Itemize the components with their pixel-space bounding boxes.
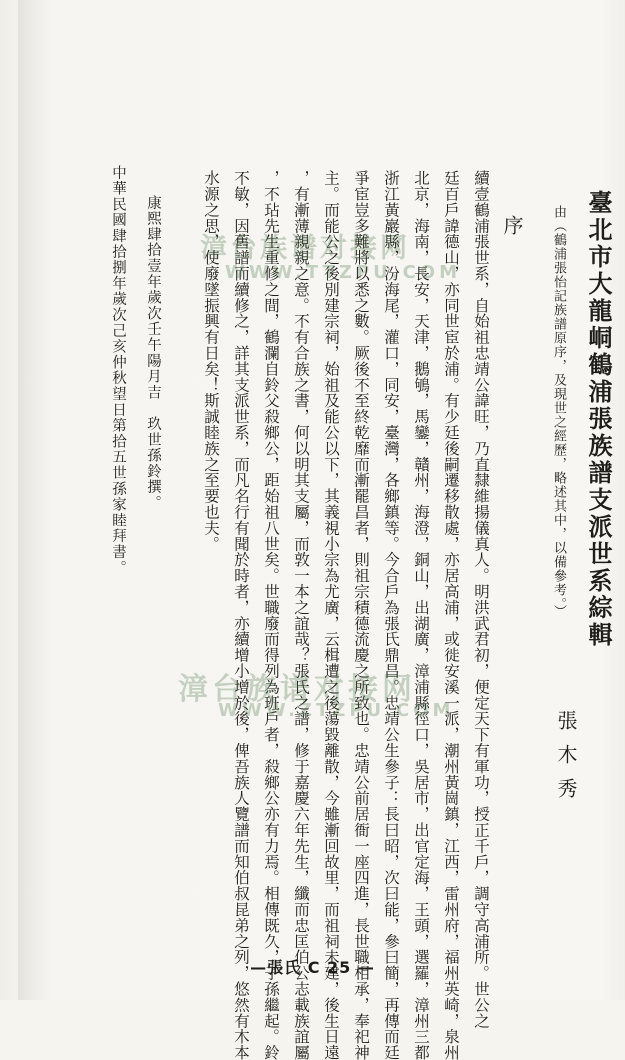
body-column-10: 水源之思，使廢墜振興有日矣！斯誠睦族之至要也夫。: [202, 170, 220, 552]
document-title: 臺北市大龍峒鶴浦張族譜支派世系綜輯: [584, 190, 613, 649]
body-column-5: 爭宦豈多難將以悉之數。厥後不至終乾靡而漸罷昌者，則祖宗積德流慶之所致也。忠靖公前居衙一座四進，長世職相承，奉祀神: [352, 170, 370, 1060]
body-column-2: 廷百戶諱德山，亦同世宦於浦。有少廷後嗣遷移散處，亦居高浦，或徙安溪一派，潮州黃崗鎮，江西，雷州府，福州英崎，泉州: [442, 170, 460, 1060]
document-subtitle: 由（鶴浦張怡記族譜原序，及現世之經歷，略述其中，以備參考。）: [551, 205, 566, 619]
body-column-4: 浙江黃巖縣，汾海尾，灌口，同安，臺灣，各鄉鎮等。今合戶為張氏鼎昌。忠靖公生參子：長曰昭，次曰能，參曰簡，再傳而廷: [382, 170, 400, 1060]
body-column-8: ，不玷先生重修之間，鶴瀾自鈴父殺鄉公，距始祖八世矣。世職廢而得列為班戶者，殺鄉公亦有力焉。相傳既久，子孫繼起。鈴: [262, 170, 280, 1060]
watermark-top-url: WWW.TTZPU.COM: [225, 262, 462, 283]
body-column-6: 主。而能公之後別建宗祠，始祖及能公以下，其義視小宗為尤廣，云楫遭之後蕩毀離散，今雖漸回故里，而祖祠未建，後生日遠: [322, 170, 340, 1060]
compiler-signature: 康熙肆拾壹年歲次壬午陽月吉 玖世孫鈴撰。: [145, 195, 161, 511]
watermark-bottom-url: WWW.ZTZPU.COM: [218, 700, 455, 721]
author-name: 張木秀: [554, 710, 578, 812]
body-column-1: 續壹鶴浦張世系，自始祖忠靖公諱旺，乃直隸維揚儀真人。明洪武君初，便定天下有軍功，授正千戶，調守高浦所。世公之: [472, 170, 490, 1029]
paper-stain: [18, 0, 52, 1000]
preface-heading: 序: [500, 215, 524, 235]
body-column-7: ，有漸薄親親之意。不有合族之書，何以明其支屬，而敦一本之誼哉？張氏之譜，修于嘉慶六年先生，纖而忠匡伯公志載族誼屬: [292, 170, 310, 1060]
watermark-top: 漳台族谱对接网: [200, 233, 410, 264]
watermark-bottom: 漳台族谱对接网: [178, 672, 416, 707]
body-column-9: 不敏，因舊譜而續修之，詳其支派世系，而凡名行有聞於時者，亦續增小增於後，俾吾族人覽譜而知伯叔昆弟之列，悠然有木本: [232, 170, 250, 1060]
copyist-signature: 中華民國肆拾捌年歲次己亥仲秋望日第拾五世孫家睦拜書。: [110, 165, 126, 576]
page-number: —張氏 C 25 —: [250, 958, 375, 977]
body-column-3: 北京，海南，長安，天津，鵝鴝，馬鑾，贛州，海澄，銅山，出湖廣，漳浦縣徑口，吳居市，出官定海，王頭，選羅，漳州三都: [412, 170, 430, 1060]
